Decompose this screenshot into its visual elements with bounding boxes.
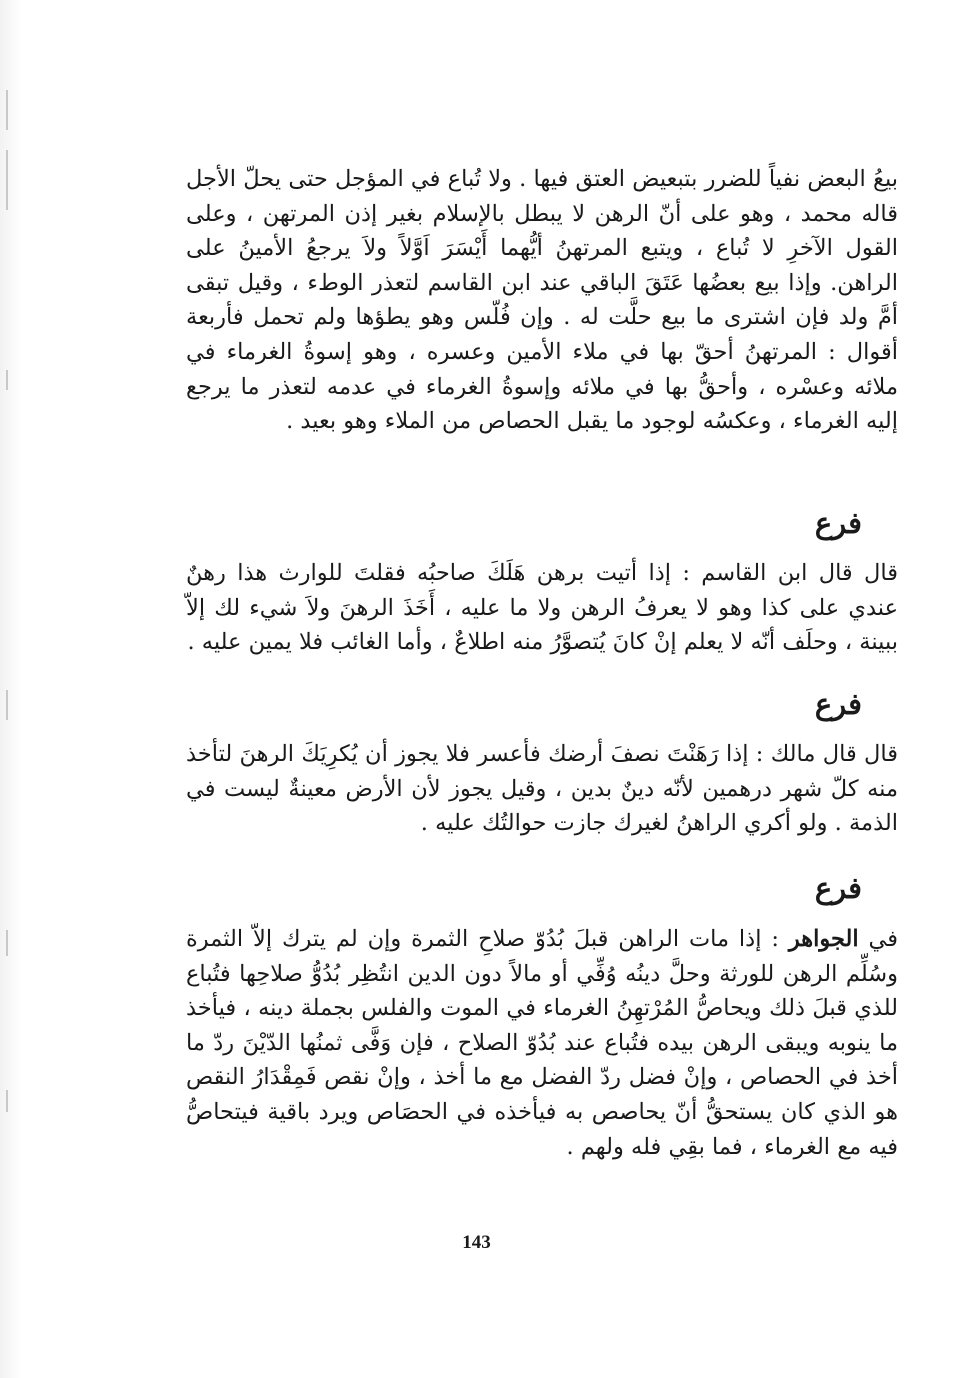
paragraph-3-text: قال قال مالك : إذا رَهَنْتَ نصفَ أرضك فأعسر فلا يجوز أن يُكرِيَكَ الرهنَ لتأخذ منه كلّ شهر درهمين لأنّه دينٌ بدين ، وقيل يجوز لأن الأرض معينةٌ ليست في الذمة . ولو أكري الراهنُ لغيرك جازت حوالتُك عليه . (186, 741, 898, 837)
section-heading-2: فرع (814, 687, 862, 721)
section-heading-3: فرع (814, 871, 862, 905)
paragraph-1 (186, 162, 898, 439)
paragraph-2 (186, 556, 898, 660)
paragraph-4 (186, 922, 898, 1164)
paragraph-4-body: : إذا مات الراهن قبلَ بُدُوّ صلاحِ الثمرة وإن لم يترك إلاّ الثمرة وسُلِّم الرهن للورثة وحلَّ دينُه وُفِّي أو مالاً دون الدين انتُظِر بُدُوُّ صلاحِها فتُباع للذي قبلَ ذلك ويحاصُّ المُرْتهِنُ الغرماء في الموت والفلس بجملة دينه ، فيأخذ ما ينوبه ويبقى الرهن بيده فتُباع عند بُدُوّ الصلاح ، فإن وَفَّى ثمنُها الدّيْنَ ردّ ما أخذ في الحصاص ، وإنْ فضل ردّ الفضل مع ما أخذ ، وإنْ نقص فَمِقْدَارُ النقص هو الذي كان يستحقُّ أنّ يحاصص به فيأخذه في الحصَاص ويرد باقية فيتحاصُّ فيه مع الغرماء ، فما بقِي فله ولهم . (186, 926, 898, 1160)
paragraph-4-prefix: في (868, 926, 899, 952)
paragraph-2-text: قال قال ابن القاسم : إذا أتيت برهن هَلَكَ صاحبُه فقلتَ للوارث هذا رهنٌ عندي على كذا وهو لا يعرفُ الرهن ولا ما عليه ، أَخَذَ الرهنَ ولاَ شيء لك إلاّ ببينة ، وحلَف أنّه لا يعلم إنْ كانَ يُتصوَّرُ منه اطلاعٌ ، وأما الغائب فلا يمين عليه . (186, 560, 898, 656)
source-title-jawahir: الجواهر (788, 926, 859, 952)
scan-edge-shadow (0, 0, 22, 1378)
section-heading-1: فرع (814, 506, 862, 540)
paragraph-3 (186, 737, 898, 841)
paragraph-1-text: بيعُ البعض نفياً للضرر بتبعيض العتق فيها . ولا تُباع في المؤجل حتى يحلّ الأجل قاله محمد ، وهو على أنّ الرهن لا يبطل بالإسلام بغير إذن المرتهن ، وعلى القول الآخرِ لا تُباع ، ويتبع المرتهنُ أيُّهما أَيْسَرَ اَوَّلاً ولاَ يرجعُ الأمينُ على الراهن. وإذا بيع بعضُها عَتَقَ الباقي عند ابن القاسم لتعذر الوطء ، وقيل تبقى أمَّ ولد فإن اشترى ما بيع حلَّت له . وإن فُلّس وهو يطؤها ولم تحمل فأربعة أقوال : المرتهنُ أحقّ بها في ملاء الأمين وعسره ، وهو إسوةُ الغرماء في ملائه وعسْره ، وأحقُّ بها في ملائه وإسوةُ الغرماء في عدمه لتعذر ما يرجع إليه الغرماء ، وعكسُه لوجود ما يقبل الحصاص من الملاء وهو بعيد . (186, 166, 898, 435)
page-number: 143 (462, 1232, 491, 1253)
paragraph-4-text (186, 922, 898, 1164)
